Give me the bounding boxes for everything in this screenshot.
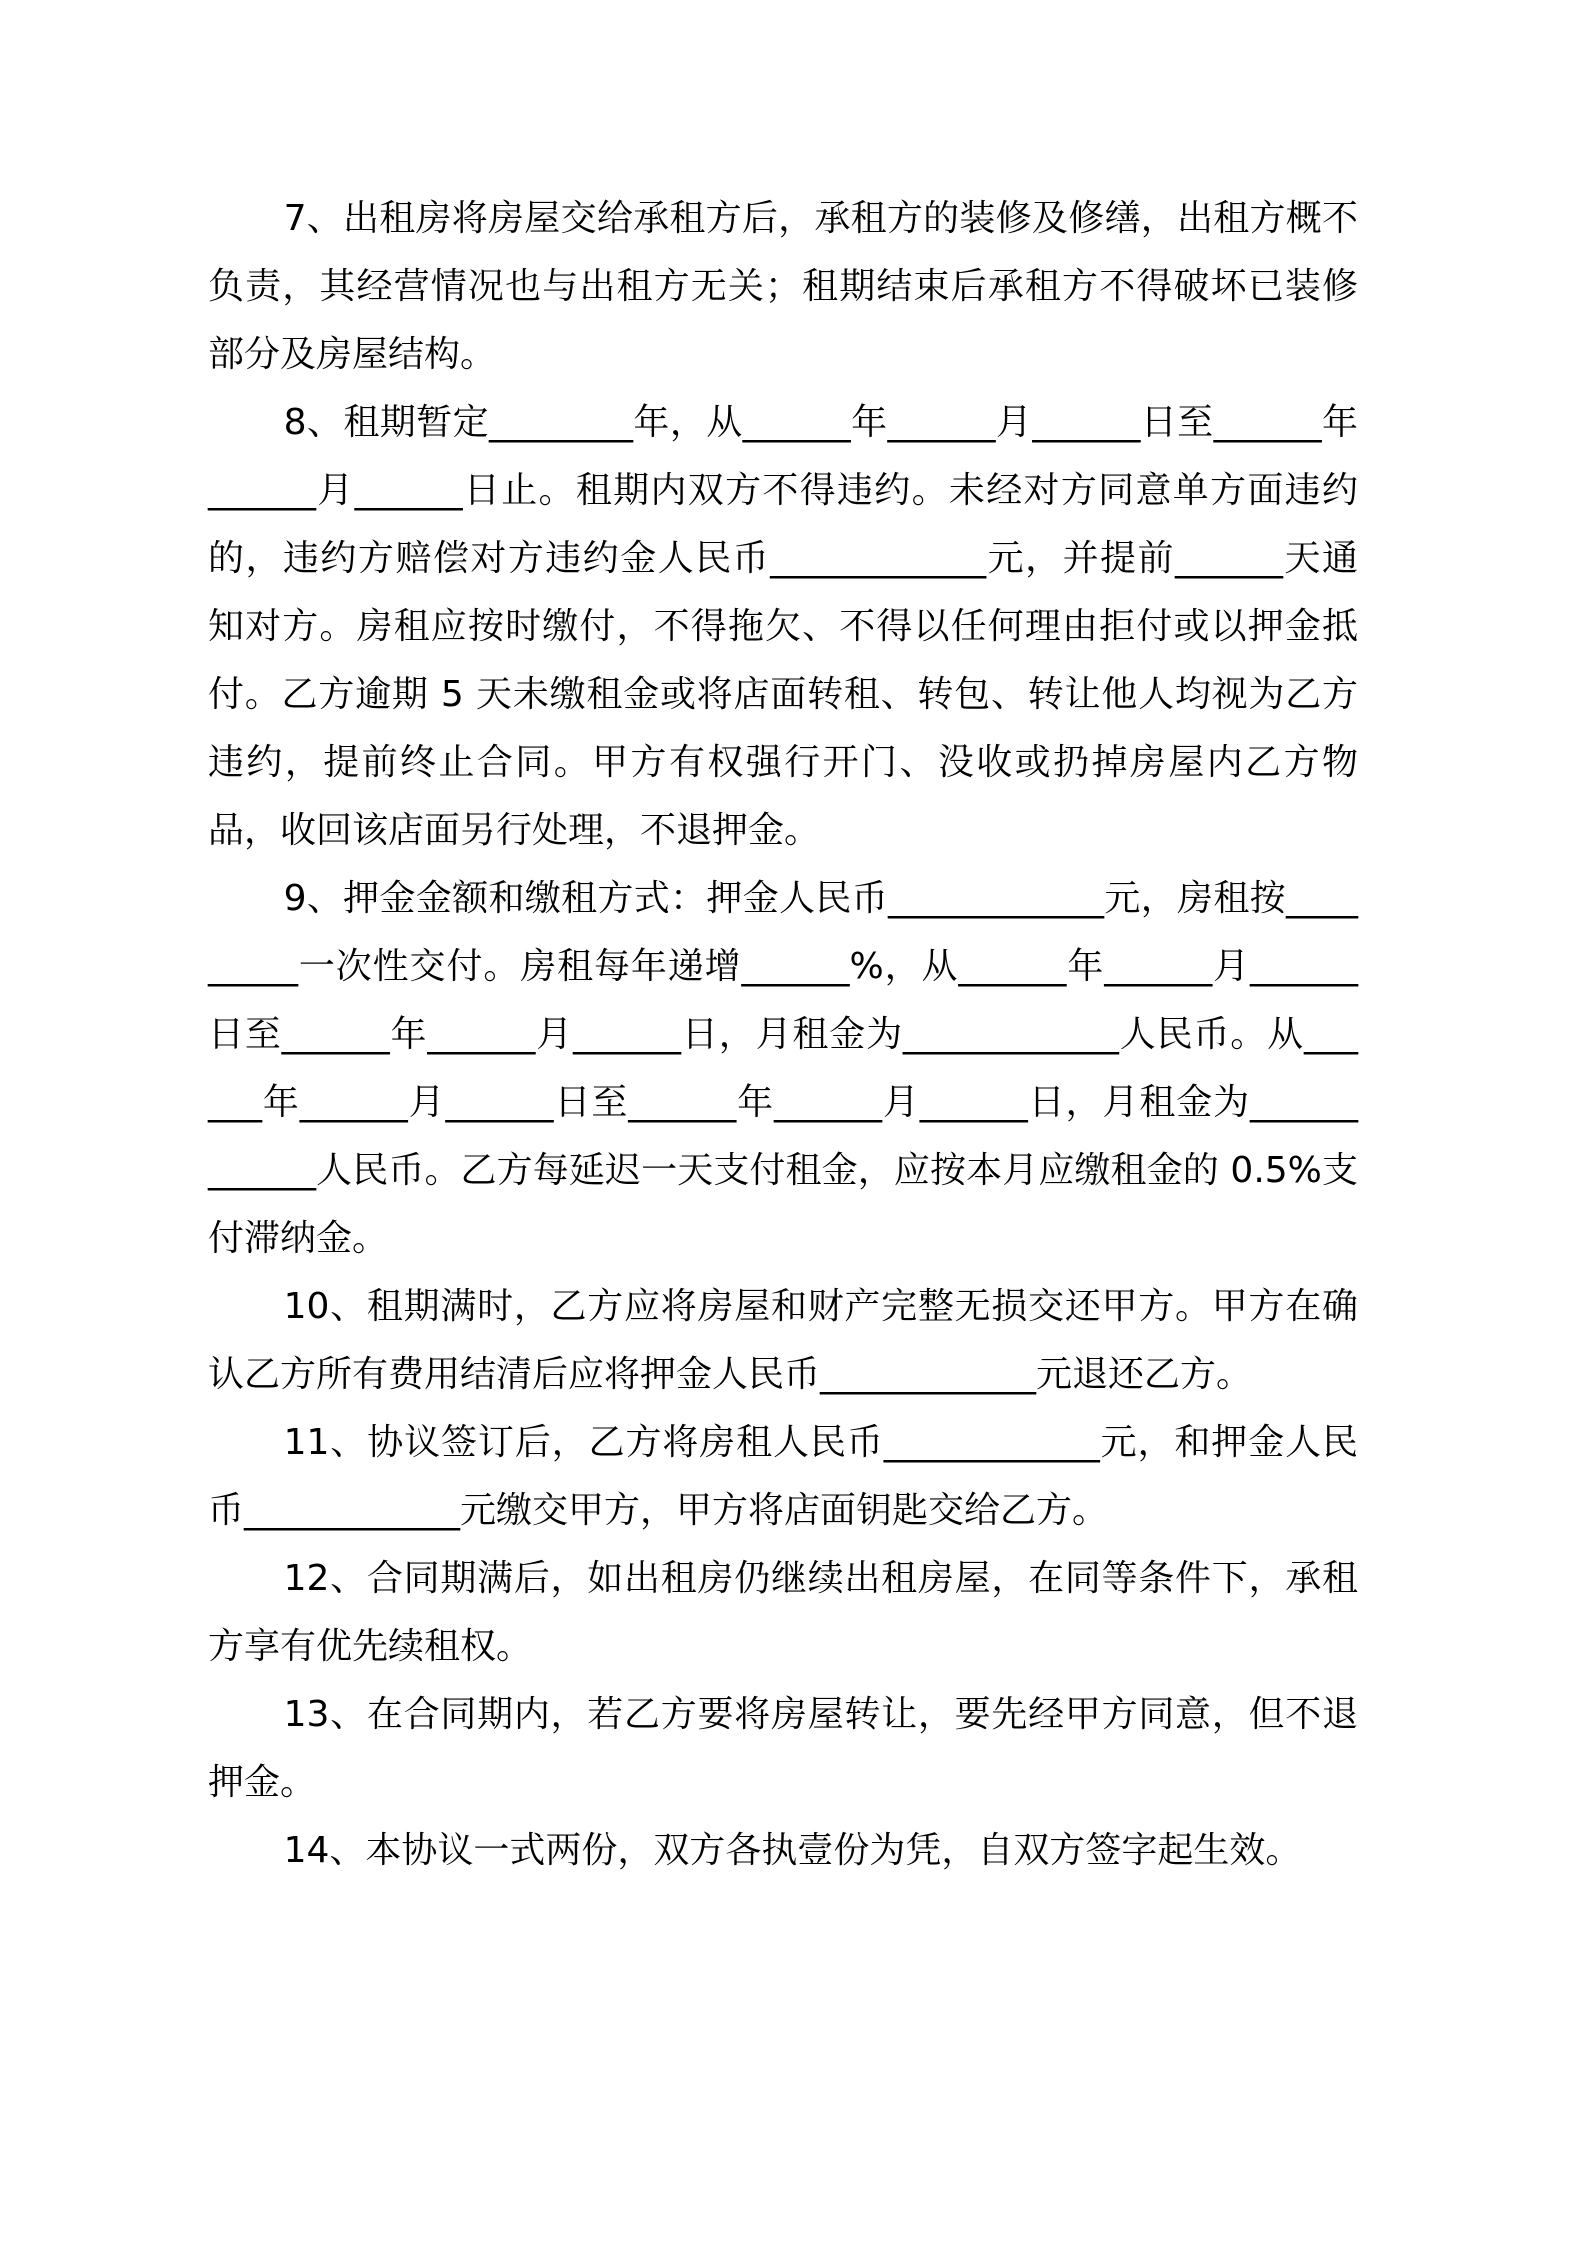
document-page (208, 185, 1358, 1885)
clause-8: 8、租期暂定________年，从______年______月______日至______年______月______日止。租期内双方不得违约。未经对方同意单方面违约的，违约方赔偿对方违约金人民币____________元，并提前______天通知对方。房租应按时缴付，不得拖欠、不得以任何理由拒付或以押金抵付。乙方逾期 5 天未缴租金或将店面转租、转包、转让他人均视为乙方违约，提前终止合同。甲方有权强行开门、没收或扔掉房屋内乙方物品，收回该店面另行处理，不退押金。 (208, 402, 1358, 851)
clause-14: 14、本协议一式两份，双方各执壹份为凭，自双方签字起生效。 (283, 1830, 1302, 1871)
clause-9: 9、押金金额和缴租方式：押金人民币____________元，房租按_________一次性交付。房租每年递增______%，从______年______月______日至______年______月______日，月租金为____________人民币。从______年______月______日至______年______月______日，月租金为____________人民币。乙方每延迟一天支付租金，应按本月应缴租金的 0.5%支付滞纳金。 (208, 878, 1358, 1259)
clause-13: 13、在合同期内，若乙方要将房屋转让，要先经甲方同意，但不退押金。 (208, 1694, 1358, 1803)
clause-10: 10、租期满时，乙方应将房屋和财产完整无损交还甲方。甲方在确认乙方所有费用结清后应将押金人民币____________元退还乙方。 (208, 1286, 1358, 1395)
clause-7: 7、出租房将房屋交给承租方后，承租方的装修及修缮，出租方概不负责，其经营情况也与出租方无关；租期结束后承租方不得破坏已装修部分及房屋结构。 (208, 198, 1358, 375)
clause-12: 12、合同期满后，如出租房仍继续出租房屋，在同等条件下，承租方享有优先续租权。 (208, 1558, 1358, 1667)
clause-11: 11、协议签订后，乙方将房租人民币____________元，和押金人民币____________元缴交甲方，甲方将店面钥匙交给乙方。 (208, 1422, 1358, 1531)
